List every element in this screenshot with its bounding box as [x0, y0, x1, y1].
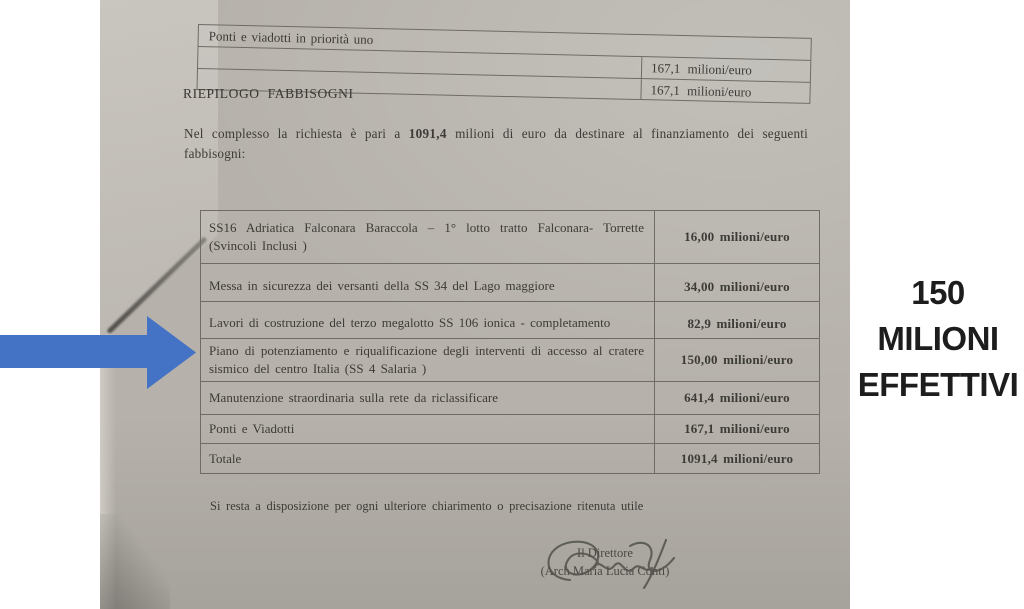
bottom-left-shadow: [100, 514, 170, 609]
row-value: 167,1 milioni/euro: [641, 57, 810, 82]
handwritten-signature-scrawl: [532, 532, 692, 598]
arrow-right-shape: [0, 316, 196, 389]
top-table-header: Ponti e viadotti in priorità uno: [198, 25, 810, 61]
signature-name: (Arch Maria Lucia Conti): [540, 564, 670, 578]
row-label: Messa in sicurezza dei versanti della SS 34 del Lago maggiore: [201, 264, 655, 301]
needs-table: [200, 210, 820, 474]
side-note-line: EFFETTIVI: [857, 366, 1019, 403]
intro-paragraph: [184, 124, 808, 163]
row-value: 1091,4 milioni/euro: [680, 450, 794, 466]
table-row: [201, 414, 819, 443]
row-value: 167,1 milioni/euro: [640, 79, 809, 103]
table-row: [201, 381, 819, 414]
signature-role: Il Direttore: [577, 546, 633, 560]
document-photo: [100, 0, 850, 609]
row-label: Ponti e Viadotti: [201, 415, 655, 443]
row-value: 150,00 milioni/euro: [680, 352, 794, 367]
row-label: Piano di potenziamento e riqualificazione degli interventi di accesso al cratere sismico del centro Italia (SS 4 Salaria ): [201, 339, 655, 381]
section-heading: RIEPILOGO FABBISOGNI: [183, 86, 354, 101]
side-note-line: 150: [911, 274, 965, 311]
intro-text-before: Nel complesso la richiesta è pari a: [184, 126, 409, 141]
table-row-highlighted: [201, 338, 819, 381]
intro-total-amount: 1091,4: [408, 126, 447, 141]
row-value: 82,9 milioni/euro: [687, 316, 787, 331]
table-row: [201, 211, 819, 263]
table-row: [201, 301, 819, 338]
table-row: [201, 263, 819, 301]
side-note-line: MILIONI: [877, 320, 999, 357]
arrow-right-icon: [0, 310, 200, 395]
row-label: Lavori di costruzione del terzo megalotto SS 106 ionica - completamento: [201, 302, 655, 338]
row-label: SS16 Adriatica Falconara Baraccola – 1° lotto tratto Falconara- Torrette (Svincoli Inclusi ): [201, 211, 655, 263]
row-value: 167,1 milioni/euro: [684, 421, 790, 436]
side-note: [852, 270, 1024, 408]
row-label: Manutenzione straordinaria sulla rete da riclassificare: [201, 382, 655, 414]
row-value: 34,00 milioni/euro: [684, 279, 790, 294]
closing-line: Si resta a disposizione per ogni ulteriore chiarimento o precisazione ritenuta utile: [210, 499, 644, 513]
table-row-total: [201, 443, 819, 473]
row-value: 641,4 milioni/euro: [684, 390, 790, 405]
row-value: 16,00 milioni/euro: [684, 229, 790, 244]
row-label: Totale: [201, 444, 655, 473]
intro-text-after: milioni di euro da destinare al finanziamento dei seguenti fabbisogni:: [184, 126, 808, 161]
